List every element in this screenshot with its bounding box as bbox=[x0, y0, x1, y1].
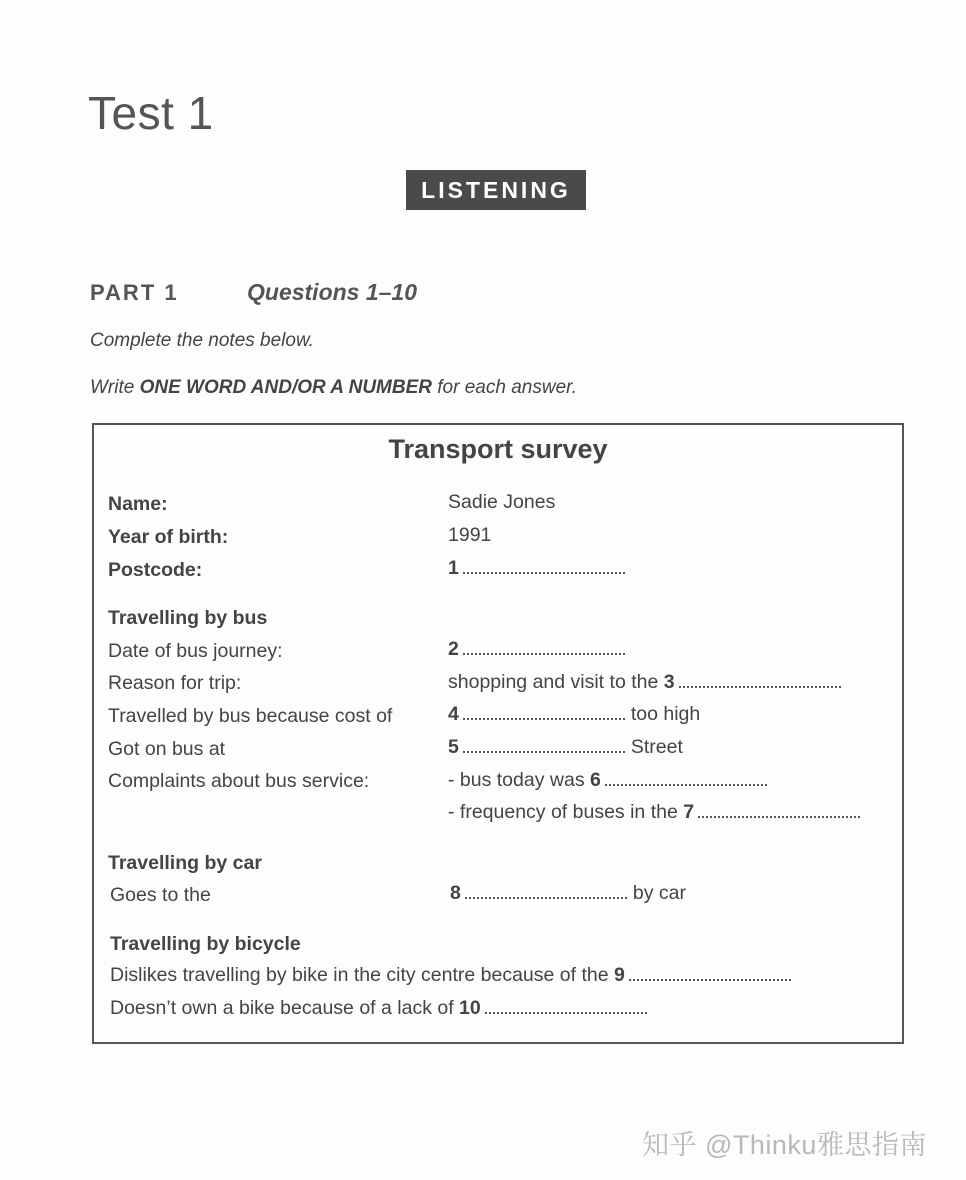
question-number: 3 bbox=[663, 671, 675, 693]
street-suffix: Street bbox=[630, 736, 683, 758]
bus-got-on-label: Got on bus at bbox=[108, 738, 226, 760]
instruction-pre: Write bbox=[90, 377, 140, 398]
survey-title: Transport survey bbox=[388, 434, 608, 464]
answer-blank bbox=[679, 682, 841, 688]
question-number: 10 bbox=[459, 997, 481, 1019]
instruction-complete: Complete the notes below. bbox=[90, 330, 314, 351]
answer-blank bbox=[629, 975, 791, 981]
answer-blank bbox=[605, 780, 767, 786]
bus-heading: Travelling by bus bbox=[108, 607, 268, 629]
answer-4[interactable] bbox=[448, 703, 700, 726]
reason-text: shopping and visit to the bbox=[448, 671, 659, 693]
bike-lack-text: Doesn’t own a bike because of a lack of bbox=[110, 997, 454, 1019]
birth-value: 1991 bbox=[448, 524, 492, 546]
complaint-1-text: - bus today was bbox=[448, 769, 585, 791]
postcode-label: Postcode: bbox=[108, 559, 203, 581]
answer-blank bbox=[485, 1008, 647, 1014]
answer-9[interactable] bbox=[110, 964, 797, 987]
instruction-post: for each answer. bbox=[432, 377, 578, 398]
instruction-bold: ONE WORD AND/OR A NUMBER bbox=[139, 377, 432, 398]
answer-blank bbox=[698, 812, 860, 818]
question-number: 1 bbox=[448, 557, 459, 579]
section-badge: LISTENING bbox=[406, 170, 586, 210]
bicycle-heading: Travelling by bicycle bbox=[110, 933, 301, 955]
bus-cost-label: Travelled by bus because cost of bbox=[108, 705, 393, 727]
answer-6[interactable] bbox=[448, 769, 773, 792]
answer-blank bbox=[465, 893, 627, 899]
questions-range: Questions 1–10 bbox=[247, 279, 418, 305]
answer-2[interactable] bbox=[448, 638, 631, 661]
question-number: 7 bbox=[683, 801, 695, 823]
answer-10[interactable] bbox=[110, 997, 653, 1020]
question-number: 6 bbox=[590, 769, 601, 791]
cost-suffix: too high bbox=[630, 703, 701, 725]
question-number: 9 bbox=[614, 964, 625, 986]
answer-8[interactable] bbox=[450, 882, 686, 905]
question-number: 2 bbox=[448, 638, 459, 660]
question-number: 8 bbox=[450, 882, 461, 904]
answer-blank bbox=[463, 714, 625, 720]
answer-blank bbox=[463, 568, 625, 574]
instruction-word-limit bbox=[90, 377, 577, 399]
bus-reason-label: Reason for trip: bbox=[108, 672, 242, 694]
answer-blank bbox=[463, 649, 625, 655]
answer-7[interactable] bbox=[448, 801, 866, 824]
bike-dislikes-text: Dislikes travelling by bike in the city centre because of the bbox=[110, 964, 609, 986]
complaint-2-text: - frequency of buses in the bbox=[448, 801, 678, 823]
bus-complaints-label: Complaints about bus service: bbox=[108, 770, 370, 792]
question-number: 5 bbox=[448, 736, 459, 758]
bus-date-label: Date of bus journey: bbox=[108, 640, 283, 662]
test-title: Test 1 bbox=[88, 87, 214, 139]
answer-blank bbox=[463, 747, 625, 753]
car-goes-label: Goes to the bbox=[110, 884, 211, 906]
car-suffix: by car bbox=[632, 882, 686, 904]
watermark: 知乎 @Thinku雅思指南 bbox=[642, 1130, 927, 1160]
birth-label: Year of birth: bbox=[108, 526, 229, 548]
car-heading: Travelling by car bbox=[108, 852, 262, 874]
name-value: Sadie Jones bbox=[448, 491, 556, 513]
part-label: PART 1 bbox=[90, 280, 179, 305]
answer-5[interactable] bbox=[448, 736, 683, 759]
name-label: Name: bbox=[108, 493, 168, 515]
answer-1[interactable] bbox=[448, 557, 631, 580]
question-number: 4 bbox=[448, 703, 459, 725]
answer-3[interactable] bbox=[448, 671, 847, 694]
